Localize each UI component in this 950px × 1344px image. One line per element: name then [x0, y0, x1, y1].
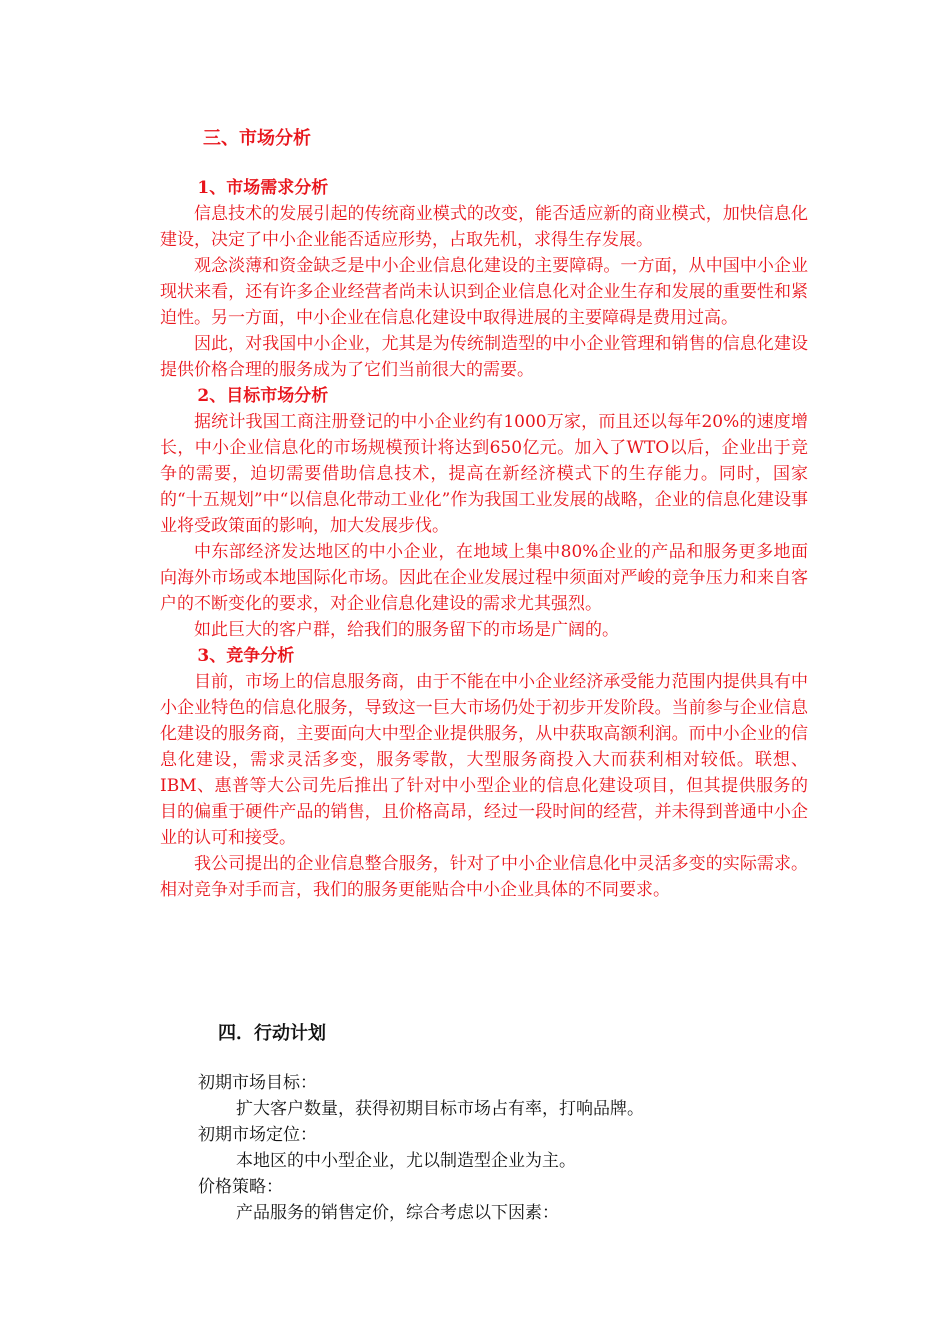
plan-label: 价格策略： — [198, 1177, 283, 1197]
subsection-2-heading: 2、目标市场分析 — [197, 386, 329, 406]
section-3-heading: 三、市场分析 — [203, 128, 311, 149]
paragraph: 如此巨大的客户群，给我们的服务留下的市场是广阔的。 — [194, 620, 619, 640]
paragraph: 我公司提出的企业信息整合服务，针对了中小企业信息化中灵活多变的实际需求。相对竞争对手而言，我们的服务更能贴合中小企业具体的不同要求。 — [160, 854, 808, 900]
plan-value: 扩大客户数量，获得初期目标市场占有率，打响品牌。 — [236, 1099, 644, 1119]
paragraph: 因此，对我国中小企业，尤其是为传统制造型的中小企业管理和销售的信息化建设提供价格合理的服务成为了它们当前很大的需要。 — [160, 334, 808, 380]
plan-label: 初期市场目标： — [198, 1073, 317, 1093]
plan-value: 产品服务的销售定价，综合考虑以下因素： — [236, 1203, 559, 1223]
paragraph: 目前，市场上的信息服务商，由于不能在中小企业经济承受能力范围内提供具有中小企业特色的信息化服务，导致这一巨大市场仍处于初步开发阶段。当前参与企业信息化建设的服务商，主要面向大中型企业提供服务，从中获取高额利润。而中小企业的信息化建设，需求灵活多变，服务零散，大型服务商投入大而获利相对较低。联想、IBM、惠普等大公司先后推出了针对中小型企业的信息化建设项目，但其提供服务的目的偏重于硬件产品的销售，且价格高昂，经过一段时间的经营，并未得到普通中小企业的认可和接受。 — [160, 672, 808, 848]
paragraph: 观念淡薄和资金缺乏是中小企业信息化建设的主要障碍。一方面，从中国中小企业现状来看，还有许多企业经营者尚未认识到企业信息化对企业生存和发展的重要性和紧迫性。另一方面，中小企业在信息化建设中取得进展的主要障碍是费用过高。 — [160, 256, 808, 328]
action-plan-list — [198, 1070, 818, 1226]
subsection-1-heading: 1、市场需求分析 — [197, 178, 329, 198]
section-4-heading: 四．行动计划 — [218, 1023, 326, 1044]
section-3-body — [160, 175, 808, 903]
subsection-3-heading: 3、竞争分析 — [197, 646, 295, 666]
paragraph: 信息技术的发展引起的传统商业模式的改变，能否适应新的商业模式，加快信息化建设，决定了中小企业能否适应形势，占取先机，求得生存发展。 — [160, 204, 808, 250]
plan-value: 本地区的中小型企业，尤以制造型企业为主。 — [236, 1151, 576, 1171]
paragraph: 中东部经济发达地区的中小企业，在地域上集中80%企业的产品和服务更多地面向海外市场或本地国际化市场。因此在企业发展过程中须面对严峻的竞争压力和来自客户的不断变化的要求，对企业信息化建设的需求尤其强烈。 — [160, 542, 808, 614]
paragraph: 据统计我国工商注册登记的中小企业约有1000万家，而且还以每年20%的速度增长，中小企业信息化的市场规模预计将达到650亿元。加入了WTO以后，企业出于竞争的需要，迫切需要借助信息技术，提高在新经济模式下的生存能力。同时，国家的“十五规划”中“以信息化带动工业化”作为我国工业发展的战略，企业的信息化建设事业将受政策面的影响，加大发展步伐。 — [160, 412, 808, 536]
plan-label: 初期市场定位： — [198, 1125, 317, 1145]
